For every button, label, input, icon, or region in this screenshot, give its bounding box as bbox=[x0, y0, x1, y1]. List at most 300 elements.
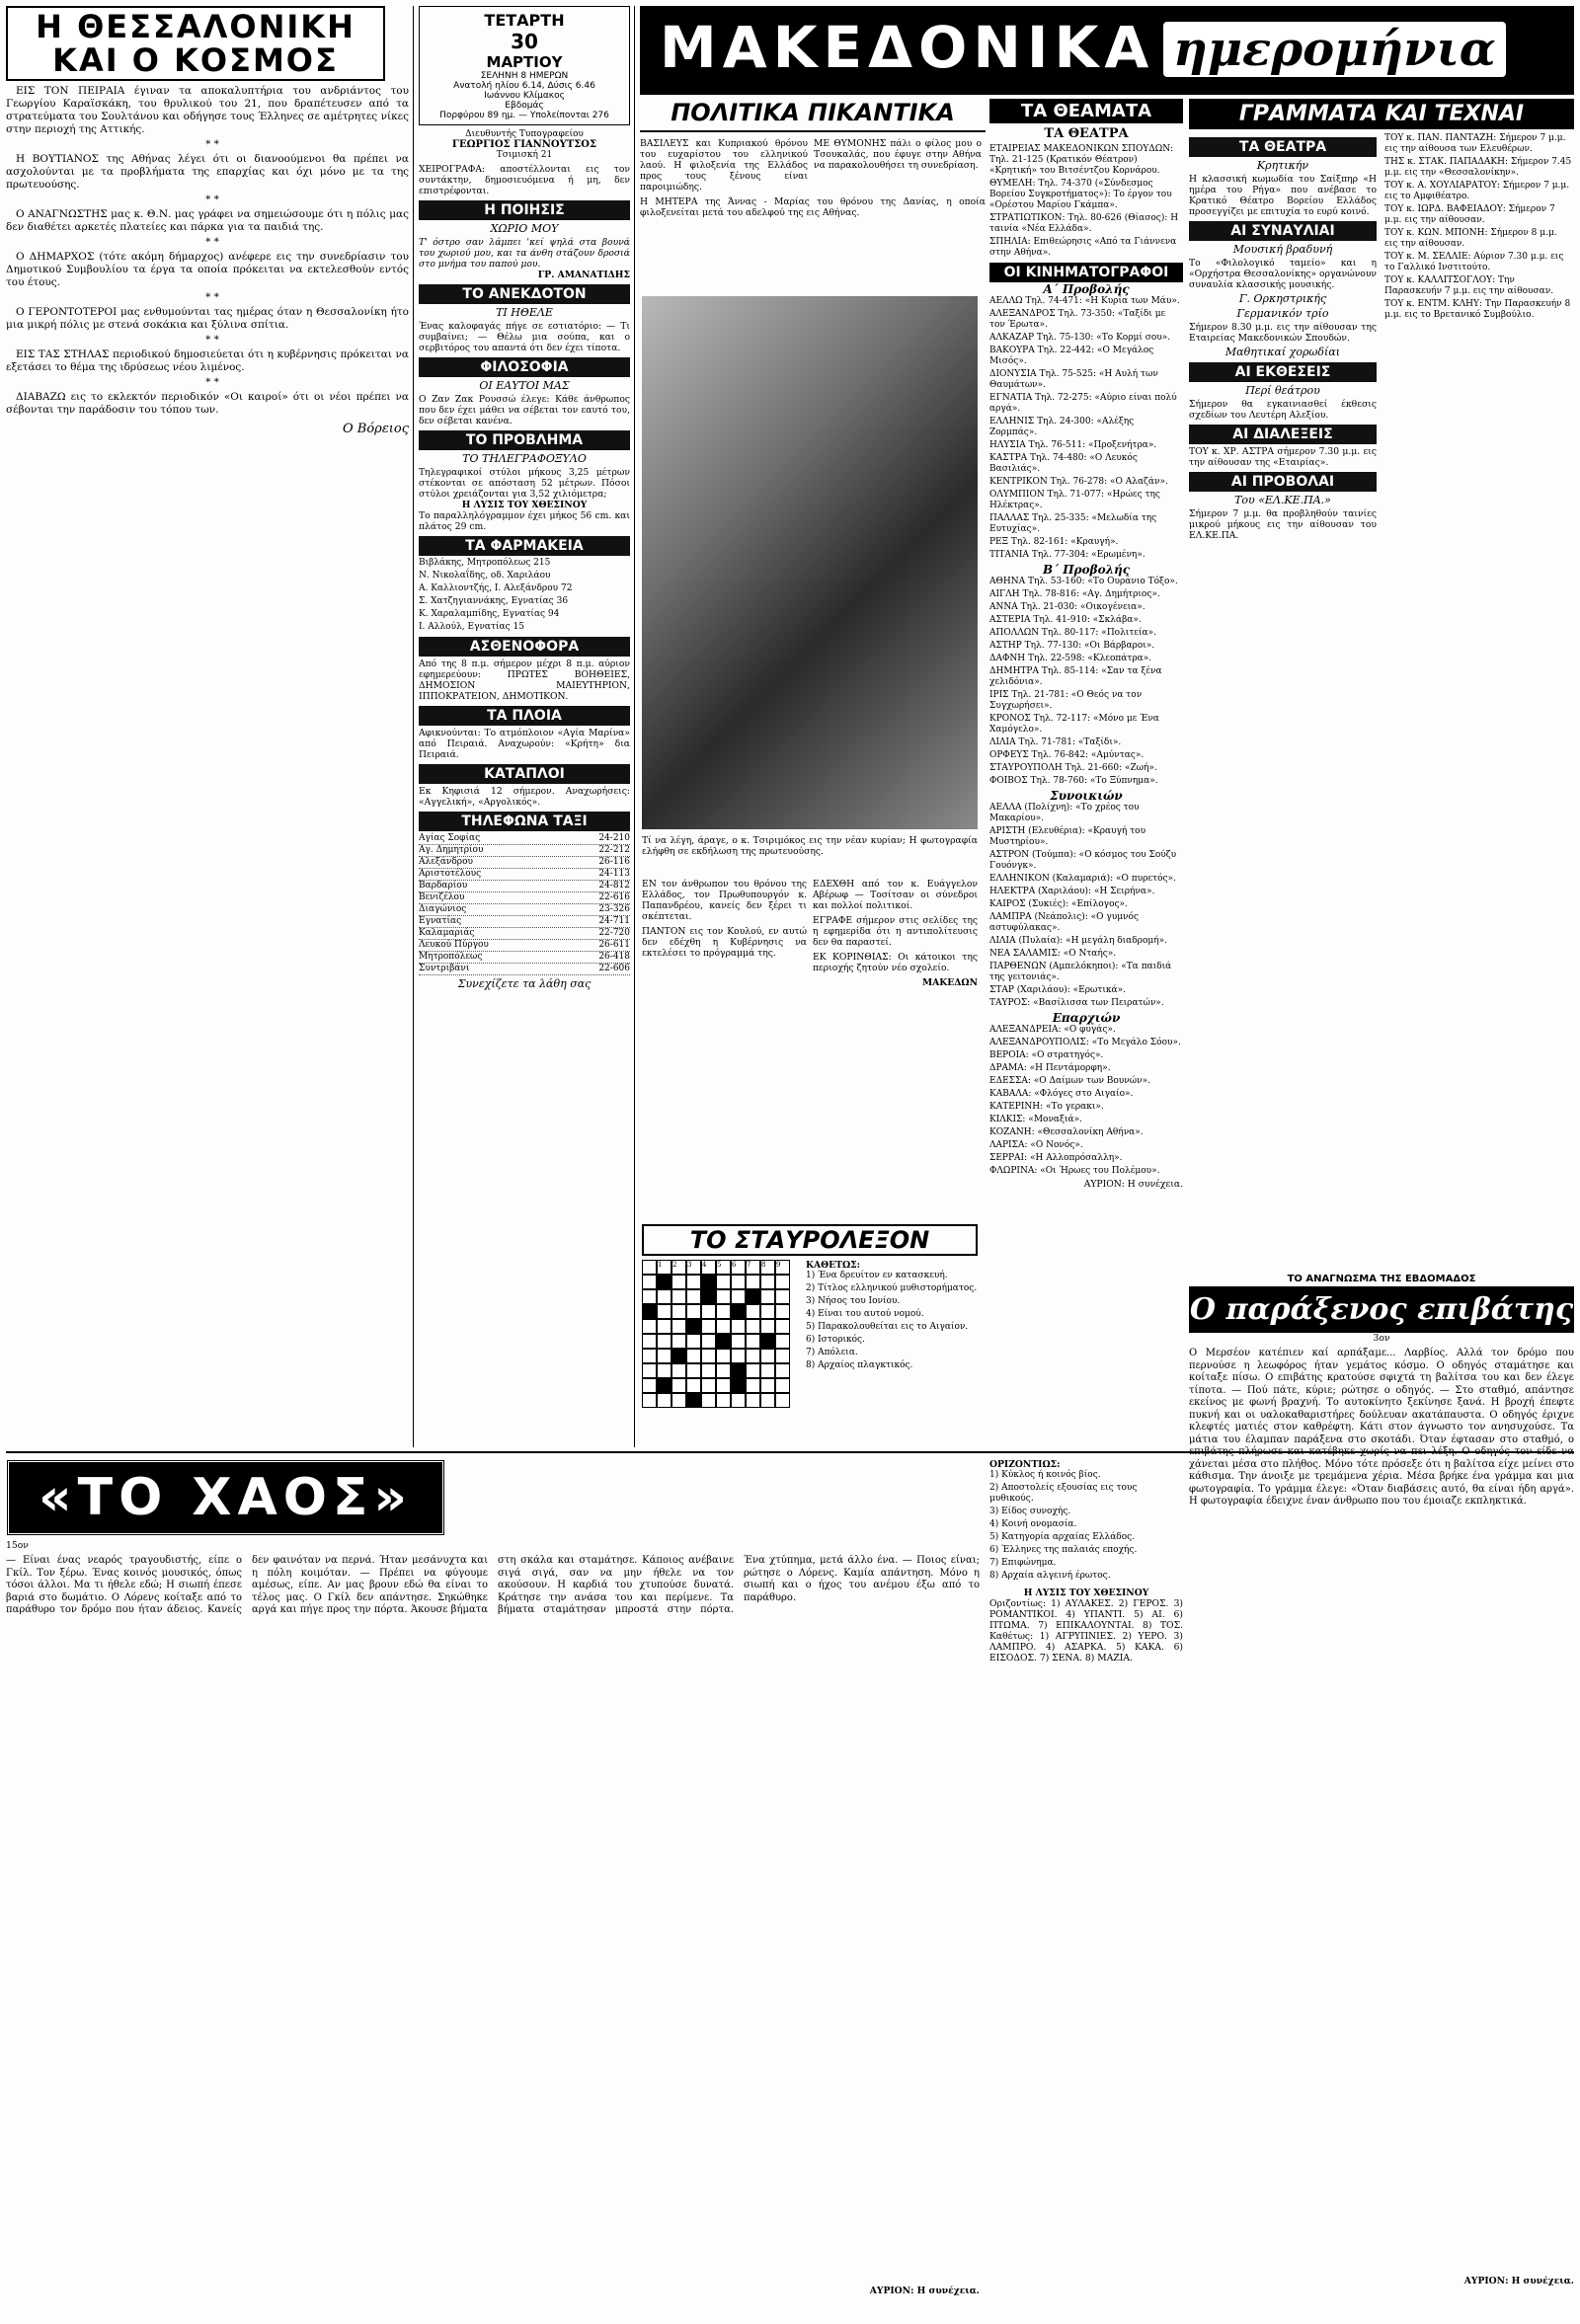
horizontal-clue: 4) Κοινή ονομασία. bbox=[989, 1519, 1077, 1529]
crossword-cell bbox=[657, 1393, 672, 1408]
crossword-cell bbox=[746, 1378, 760, 1393]
crossword-cell bbox=[642, 1349, 657, 1363]
taxi-row bbox=[419, 881, 630, 892]
serial-footer: ΑΥΡΙΟΝ: Η συνέχεια. bbox=[869, 2285, 980, 2296]
taxi-phone: 22-606 bbox=[598, 964, 630, 973]
vertical-clue: 6) Ιστορικός. bbox=[806, 1335, 865, 1345]
cinema-item: ΠΑΛΛΑΣ Τηλ. 25-335: «Μελωδία της Ευτυχίας». bbox=[989, 513, 1157, 534]
photo-caption: Τί να λέγη, άραγε, ο κ. Τσιριμόκος εις την νέαν κυρίαν; Η φωτογραφία ελήφθη σε εκδήλωση της πρωτευούσης. bbox=[642, 835, 978, 857]
projections-text: Σήμερον 7 μ.μ. θα προβληθούν ταινίες μικρού μήκους εις την αίθουσαν του ΕΛ.ΚΕ.ΠΑ. bbox=[1189, 508, 1377, 541]
crossword-cell bbox=[701, 1393, 716, 1408]
taxi-phone: 26-116 bbox=[598, 857, 630, 867]
concerts-heading: ΑΙ ΣΥΝΑΥΛΙΑΙ bbox=[1189, 221, 1377, 241]
politika-p5: ΠΑΝΤΟΝ εις τον Κουλού, εν αυτώ δεν εδέχθη η Κυβέρνησις να εκτελέσει το πρόγραμμά της. bbox=[642, 926, 807, 959]
separator: * * bbox=[205, 236, 219, 248]
cinema-item: ΑΙΓΛΗ Τηλ. 78-816: «Αγ. Δημήτριος». bbox=[989, 589, 1160, 599]
crossword-cell: 3 bbox=[686, 1260, 701, 1275]
crossword-cell bbox=[642, 1393, 657, 1408]
crossword-cell bbox=[716, 1319, 731, 1334]
crossword-black-cell bbox=[701, 1275, 716, 1289]
horizontal-clue: 5) Κατηγορία αρχαίας Ελλάδος. bbox=[989, 1532, 1136, 1542]
letters-column bbox=[1189, 99, 1574, 1264]
lectures-heading: ΑΙ ΔΙΑΛΕΞΕΙΣ bbox=[1189, 425, 1377, 444]
cinema-item: ΚΙΛΚΙΣ: «Μοναξιά». bbox=[989, 1115, 1082, 1124]
week-note: Εβδομάς bbox=[505, 101, 544, 111]
crossword-cell bbox=[657, 1349, 672, 1363]
para: ΔΙΑΒΑΖΩ εις το εκλεκτόν περιοδικόν «Οι καιροί» ότι οι νέοι πρέπει να σέβονται την παράδοσιν του τόπου των. bbox=[6, 391, 409, 416]
crossword-cell bbox=[716, 1275, 731, 1289]
vertical-clue: 1) Ένα δρευίτον εν κατασκευή. bbox=[806, 1271, 948, 1280]
crossword-black-cell bbox=[672, 1349, 686, 1363]
masthead-subtitle: ημερομήνια bbox=[1163, 22, 1506, 77]
reader-text: Ο Μερσέον κατέπιεν καί αρπάξαμε... Λαρβίος. Αλλά τον δρόμο που περνούσε η λεωφόρος ήταν γεμάτος κόσμο. Ο οδηγός σταμάτησε και κοίταξε πίσω. Ο επιβάτης κρατούσε σφιχτά τη βαλίτσα του και δεν έλεγε τίποτα. — Πού πάτε, κύριε; ρώτησε ο οδηγός. — Στο σταθμό, απάντησε εκείνος με φωνή βραχνή. Το αυτοκίνητο ξεκίνησε ξανά. Η βροχή έπεφτε πυκνή και οι υαλοκαθαριστήρες δούλευαν ακατάπαυστα. Ο οδηγός έριχνε κλεφτές ματιές στον καθρέφτη. Κάτι στον άγνωστο τον ανησυχούσε. Τα μάτια του έλαμπαν παράξενα στο σκοτάδι. Όταν έφτασαν στο σταθμό, ο επιβάτης πλήρωσε και κατέβηκε χωρίς να πει λέξη. Ο οδηγός τον είδε να χάνεται μέσα στο πλήθος. Μόνο τότε πρόσεξε ότι η βαλίτσα είχε μείνει στο κάθισμα. Την άνοιξε με τρεμάμενα χέρια. Μέσα βρήκε ένα γράμμα και μια φωτογραφία. Το γράμμα έλεγε: «Όταν διαβάσεις αυτό, θα είναι ήδη αργά». Η φωτογραφία έδειχνε έναν άνθρωπο που του έμοιαζε εκπληκτικά. bbox=[1189, 1348, 1574, 1507]
philosophy-title: ΟΙ ΕΑΥΤΟΙ ΜΑΣ bbox=[479, 379, 570, 392]
philosophy-text: Ο Ζαν Ζακ Ρουσσώ έλεγε: Κάθε άνθρωπος που δεν έχει μάθει να σέβεται τον εαυτό του, δεν σέβεται κανένα. bbox=[419, 394, 630, 426]
theatre-list bbox=[989, 144, 1183, 259]
column-rule bbox=[413, 6, 414, 1447]
crossword-grid bbox=[642, 1260, 800, 1408]
crossword-black-cell bbox=[657, 1378, 672, 1393]
taxi-phone: 22-212 bbox=[598, 845, 630, 855]
author-signature: Ο Βόρειος bbox=[343, 422, 409, 436]
cinema-item: ΑΛΕΞΑΝΔΡΕΙΑ: «Ο φυγάς». bbox=[989, 1025, 1116, 1035]
crossword-cell bbox=[746, 1275, 760, 1289]
crossword-cell bbox=[672, 1319, 686, 1334]
taxi-stand: Βαρδαρίου bbox=[419, 881, 468, 891]
crossword-black-cell bbox=[686, 1319, 701, 1334]
crossword-cell bbox=[760, 1393, 775, 1408]
poem-author: ΓΡ. ΑΜΑΝΑΤΙΔΗΣ bbox=[537, 270, 630, 280]
poem-title: ΧΩΡΙΟ ΜΟΥ bbox=[490, 222, 559, 235]
crossword-grid-wrap bbox=[642, 1260, 800, 1408]
crossword-cell bbox=[731, 1393, 746, 1408]
crossword-cell bbox=[672, 1334, 686, 1349]
cinema-item: ΚΑΒΑΛΑ: «Φλόγες στο Αιγαίο». bbox=[989, 1089, 1134, 1099]
taxi-row bbox=[419, 940, 630, 952]
crossword-cell bbox=[760, 1363, 775, 1378]
vertical-clue: 4) Είναι του αυτού νομού. bbox=[806, 1309, 924, 1319]
crossword-cell bbox=[760, 1319, 775, 1334]
pharmacy: Α. Καλλιοντζής, Ι. Αλεξάνδρου 72 bbox=[419, 583, 573, 593]
crossword-cell bbox=[760, 1289, 775, 1304]
cinema-item: ΒΑΚΟΥΡΑ Τηλ. 22-442: «Ο Μεγάλος Μισός». bbox=[989, 346, 1154, 366]
sun-times: Ανατολή ηλίου 6.14, Δύσις 6.46 bbox=[453, 81, 595, 91]
cinema-item: ΔΗΜΗΤΡΑ Τηλ. 85-114: «Σαν τα ξένα χελιδόνια». bbox=[989, 666, 1162, 687]
first-run-list bbox=[989, 296, 1183, 561]
cinema-item: ΑΣΤΗΡ Τηλ. 77-130: «Οι Βάρβαροι». bbox=[989, 641, 1155, 651]
cinema-item: ΡΕΞ Τηλ. 82-161: «Κραυγή». bbox=[989, 537, 1119, 547]
crossword-cell bbox=[701, 1349, 716, 1363]
theatre-item: ΣΠΗΛΙΑ: Επιθεώρησις «Από τα Γιάννενα στην Αθήνα». bbox=[989, 237, 1177, 258]
serial-text: — Είναι ένας νεαρός τραγουδιστής, είπε ο Γκίλ. Τον ξέρω. Ένας κοινός μουσικός, όπως τόσοι άλλοι. Μα τι ήθελε εδώ; Η σιωπή έπεσε βαριά στο δωμάτιο. Ο Λόρενς κοίταξε από το παράθυρο τον δρόμο που ήταν άδειος. Κανείς δεν φαινόταν να περνά. Ήταν μεσάνυχτα και η πόλη κοιμόταν. — Πρέπει να φύγουμε αμέσως, είπε. Αν μας βρουν εδώ θα είναι το τέλος μας. Ο Γκίλ δεν απάντησε. Σηκώθηκε αργά και πήγε προς την πόρτα. Άκουσε βήματα στη σκάλα και σταμάτησε. Κάποιος ανέβαινε σιγά σιγά, σαν να μην ήθελε να τον ακούσουν. Η καρδιά του χτυπούσε δυνατά. Κράτησε την ανάσα του και περίμενε. Τα βήματα σταμάτησαν μπροστά στην πόρτα. Ένα χτύπημα, μετά άλλο ένα. — Ποιος είναι; ρώτησε ο Λόρενς. Καμία απάντηση. Μόνο η σιωπή και ο ήχος του ανέμου έξω από το παράθυρο. bbox=[6, 1555, 980, 1615]
vertical-heading: ΚΑΘΕΤΩΣ: bbox=[806, 1260, 861, 1271]
separator: * * bbox=[205, 334, 219, 346]
cinema-item: ΤΑΥΡΟΣ: «Βασίλισσα των Πειρατών». bbox=[989, 998, 1164, 1008]
crossword-cell: 5 bbox=[716, 1260, 731, 1275]
taxi-phone: 24-210 bbox=[598, 833, 630, 843]
crossword-black-cell bbox=[731, 1378, 746, 1393]
event-item: ΤΟΥ κ. ΠΑΝ. ΠΑΝΤΑΖΗ: Σήμερον 7 μ.μ. εις την αίθουσα των Ελευθέρων. bbox=[1384, 133, 1566, 154]
crossword-cell: 9 bbox=[775, 1260, 790, 1275]
title-box bbox=[6, 6, 385, 81]
crossword-cell bbox=[686, 1334, 701, 1349]
cinema-item: ΕΔΕΣΣΑ: «Ο Δαίμων των Βουνών». bbox=[989, 1076, 1150, 1086]
cinema-item: ΑΣΤΕΡΙΑ Τηλ. 41-910: «Σκλάβα». bbox=[989, 615, 1142, 625]
taxi-row bbox=[419, 892, 630, 904]
crossword-clues bbox=[806, 1260, 978, 1408]
letters-theatre-heading: ΤΑ ΘΕΑΤΡΑ bbox=[1189, 137, 1377, 157]
pharmacies-heading: ΤΑ ΦΑΡΜΑΚΕΙΑ bbox=[419, 536, 630, 556]
crossword-cell bbox=[642, 1334, 657, 1349]
taxi-list bbox=[419, 833, 630, 975]
horizontal-heading: ΟΡΙΖΟΝΤΙΩΣ: bbox=[989, 1459, 1061, 1470]
crossword-cell bbox=[672, 1363, 686, 1378]
horizontal-clues bbox=[989, 1470, 1183, 1582]
para: Η ΒΟΥΤΙΑΝΟΣ της Αθήνας λέγει ότι οι διανοούμενοι θα πρέπει να ασχολούνται με τα προβλήματα της επαρχίας και όχι μόνο με τα της πρωτευούσης. bbox=[6, 153, 409, 191]
exhibitions-heading: ΑΙ ΕΚΘΕΣΕΙΣ bbox=[1189, 362, 1377, 382]
crossword-cell bbox=[716, 1363, 731, 1378]
crossword-cell bbox=[657, 1334, 672, 1349]
cinema-item: ΔΑΦΝΗ Τηλ. 22-598: «Κλεοπάτρα». bbox=[989, 654, 1152, 663]
crossword-cell bbox=[731, 1349, 746, 1363]
vertical-clues bbox=[806, 1271, 978, 1371]
theatre-item: ΘΥΜΕΛΗ: Τηλ. 74-370 («Σύνδεσμος Βορείου Συγκροτήματος»): Το έργον του «Ορέστου Μαρίου Γκάμπα». bbox=[989, 179, 1172, 210]
crossword-cell bbox=[760, 1275, 775, 1289]
moon: ΣΕΛΗΝΗ 8 ΗΜΕΡΩΝ bbox=[480, 71, 569, 81]
para: ΕΙΣ ΤΑΣ ΣΤΗΛΑΣ περιοδικού δημοσιεύεται ότι η κυβέρνησις πρόκειται να εξετάσει το θέμα της ιδρύσεως νέου λιμένος. bbox=[6, 349, 409, 373]
ships-text: Αφικνούνται: Το ατμόπλοιον «Αγία Μαρίνα» από Πειραιά. Αναχωρούν: «Κρήτη» δια Πειραιά. bbox=[419, 728, 630, 760]
letters-body bbox=[1189, 133, 1574, 541]
pharmacy: Σ. Χατζηγιαννάκης, Εγνατίας 36 bbox=[419, 596, 569, 606]
crossword-cell bbox=[731, 1319, 746, 1334]
projections-heading: ΑΙ ΠΡΟΒΟΛΑΙ bbox=[1189, 472, 1377, 492]
crossword-cell bbox=[775, 1334, 790, 1349]
krit-heading: Κρητικήν bbox=[1256, 159, 1309, 172]
anecdote-heading: ΤΟ ΑΝΕΚΔΟΤΟΝ bbox=[419, 284, 630, 304]
crossword-black-cell bbox=[760, 1334, 775, 1349]
concert-text: Το «Φιλολογικό ταμείο» και η «Ορχήστρα Θεσσαλονίκης» οργανώνουν συναυλία κλασσικής μουσικής. bbox=[1189, 258, 1378, 290]
taxi-stand: Λευκού Πύργου bbox=[419, 940, 489, 950]
reader-title: Ο παράξενος επιβάτης bbox=[1189, 1286, 1574, 1333]
arrivals-text: Εκ Κηφισιά 12 σήμερον. Αναχωρήσεις: «Αγγελική», «Αργολικός». bbox=[419, 786, 630, 808]
provinces-heading: Επαρχιών bbox=[1052, 1011, 1121, 1025]
para: Ο ΑΝΑΓΝΩΣΤΗΣ μας κ. Θ.Ν. μας γράφει να σημειώσουμε ότι η πόλις μας δεν διαθέτει αρκετές πλατείες και πάρκα για τα παιδιά της. bbox=[6, 208, 409, 233]
event-item: ΤΟΥ κ. ΕΝΤΜ. ΚΛΗΥ: Την Παρασκευήν 8 μ.μ. εις το Βρετανικό Συμβούλιο. bbox=[1384, 299, 1571, 320]
taxi-phone: 24-711 bbox=[598, 916, 630, 926]
taxi-phone: 26-611 bbox=[598, 940, 630, 950]
weekday: ΤΕΤΑΡΤΗ bbox=[484, 11, 565, 30]
crossword-cell bbox=[716, 1349, 731, 1363]
cinema-item: ΒΕΡΟΙΑ: «Ο στρατηγός». bbox=[989, 1050, 1104, 1060]
serial-number: 15ον bbox=[6, 1540, 29, 1551]
cinema-heading: ΟΙ ΚΙΝΗΜΑΤΟΓΡΑΦΟΙ bbox=[989, 263, 1183, 282]
crossword-cell bbox=[775, 1393, 790, 1408]
reader-number: 3ον bbox=[1373, 1333, 1390, 1344]
cinema-item: ΛΙΛΙΑ Τηλ. 71-781: «Ταξίδι». bbox=[989, 737, 1122, 747]
politika-heading: ΠΟΛΙΤΙΚΑ ΠΙΚΑΝΤΙΚΑ bbox=[640, 99, 986, 132]
crossword-black-cell bbox=[731, 1363, 746, 1378]
crossword-cell bbox=[642, 1275, 657, 1289]
taxi-stand: Μητροπόλεως bbox=[419, 952, 483, 962]
taxi-row bbox=[419, 952, 630, 964]
crossword-cell bbox=[642, 1289, 657, 1304]
politika-p3: ΜΕ ΘΥΜΟΝΗΣ πάλι ο φίλος μου ο Τσουκαλάς, που έφυγε στην Αθήνα να παρακολουθήσει τη συνεδρίαση. bbox=[814, 138, 982, 171]
crossword-cell bbox=[746, 1363, 760, 1378]
crossword-cell bbox=[701, 1334, 716, 1349]
taxi-row bbox=[419, 928, 630, 940]
solution-heading: Η ΛΥΣΙΣ ΤΟΥ ΧΘΕΣΙΝΟΥ bbox=[1023, 1588, 1149, 1598]
letters-title: ΓΡΑΜΜΑΤΑ ΚΑΙ ΤΕΧΝΑΙ bbox=[1189, 99, 1574, 129]
cinema-item: ΚΟΖΑΝΗ: «Θεσσαλονίκη Αθήνα». bbox=[989, 1127, 1144, 1137]
cinema-item: ΑΛΚΑΖΑΡ Τηλ. 75-130: «Το Κορμί σου». bbox=[989, 333, 1171, 343]
editor-name: ΓΕΩΡΓΙΟΣ ΓΙΑΝΝΟΥΤΣΟΣ bbox=[451, 139, 597, 150]
cinema-item: ΑΡΙΣΤΗ (Ελευθέρια): «Κραυγή του Μυστηρίου». bbox=[989, 826, 1146, 847]
german-trio-text: Σήμερον 8.30 μ.μ. εις την αίθουσαν της Εταιρείας Μακεδονικών Σπουδών. bbox=[1189, 322, 1377, 344]
exhibition-text: Σήμερον θα εγκαινιασθεί έκθεσις σχεδίων του Λευτέρη Αλεξίου. bbox=[1189, 399, 1377, 421]
crossword-cell bbox=[746, 1304, 760, 1319]
crossword-cell: 1 bbox=[657, 1260, 672, 1275]
problem-heading: ΤΟ ΠΡΟΒΛΗΜΑ bbox=[419, 430, 630, 450]
para: Ο ΓΕΡΟΝΤΟΤΕΡΟΙ μας ενθυμούνται τας ημέρας όταν η Θεσσαλονίκη ήτο μια μικρή πόλις με στενά σοκάκια και ξύλινα σπίτια. bbox=[6, 306, 409, 331]
politika-bottom-row bbox=[642, 879, 978, 988]
politika-p2: Η ΜΗΤΕΡΑ της Άννας - Μαρίας του θρόνου της Δανίας, η οποία φιλοξενείται μετά του αδελφού της εις Αθήνας. bbox=[640, 196, 986, 218]
crossword-cell bbox=[716, 1304, 731, 1319]
cinema-item: ΑΛΕΞΑΝΔΡΟΣ Τηλ. 73-350: «Ταξίδι με τον Έρωτα». bbox=[989, 309, 1166, 330]
crossword-cell bbox=[746, 1349, 760, 1363]
politika-top bbox=[640, 138, 986, 193]
separator: * * bbox=[205, 291, 219, 303]
title-line1: Η ΘΕΣΣΑΛΟΝΙΚΗ bbox=[36, 8, 356, 45]
crossword-cell bbox=[716, 1289, 731, 1304]
crossword-black-cell bbox=[642, 1304, 657, 1319]
cinema-item: ΚΕΝΤΡΙΚΟΝ Τηλ. 76-278: «Ο Αλαζάν». bbox=[989, 477, 1168, 487]
pharmacy: Ι. Αλλούλ, Εγνατίας 15 bbox=[419, 622, 524, 632]
provinces-footer: ΑΥΡΙΟΝ: Η συνέχεια. bbox=[1083, 1179, 1183, 1190]
column-rule bbox=[634, 6, 635, 1447]
cinema-item: ΟΡΦΕΥΣ Τηλ. 76-842: «Αμύντας». bbox=[989, 750, 1145, 760]
crossword-cell bbox=[716, 1393, 731, 1408]
cinema-item: ΕΛΛΗΝΙΚΟΝ (Καλαμαριά): «Ο πυρετός». bbox=[989, 874, 1176, 884]
solution-text: Οριζοντίως: 1) ΑΥΛΑΚΕΣ. 2) ΓΕΡΟΣ. 3) ΡΟΜΑΝΤΙΚΟΙ. 4) ΥΠΑΝΤΙ. 5) ΑΙ. 6) ΠΤΩΜΑ. 7) ΕΠΙΚΑΛΟΥΝΤΑΙ. 8) ΤΟΣ. Καθέτως: 1) ΑΓΡΥΠΝΙΕΣ. 2) ΥΕΡΟ. 3) ΛΑΜΠΡΟ. 4) ΑΣΑΡΚΑ. 5) ΚΑΚΑ. 6) ΕΙΣΟΔΟΣ. 7) ΣΕΝΑ. 8) ΜΑΖΙΑ. bbox=[989, 1598, 1183, 1664]
krit-text: Η κλασσική κωμωδία του Σαίξπηρ «Η ημέρα του Ρήγα» που ανέβασε το Κρατικό Θέατρο Βορείου Ελλάδος προσεγγίζει με επιτυχία το ευρύ κοινό. bbox=[1189, 174, 1377, 217]
para: ΕΙΣ ΤΟΝ ΠΕΙΡΑΙΑ έγιναν τα αποκαλυπτήρια του ανδριάντος του Γεωργίου Καραϊσκάκη, του θρυλικού του 21, που δραπέτευσεν από τα στρατεύματα του Σουλτάνου και οδήγησε τους Έλληνες σε αμέτρητες νίκες στην περιοχή της Αττικής. bbox=[6, 85, 409, 135]
manuscript-note: ΧΕΙΡΟΓΡΑΦΑ: αποστέλλονται εις τον συντάκτην, δημοσιευόμενα ή μη, δεν επιστρέφονται. bbox=[419, 164, 630, 196]
projections-subheading: Του «ΕΛ.ΚΕ.ΠΑ.» bbox=[1234, 494, 1331, 506]
month: ΜΑΡΤΙΟΥ bbox=[486, 53, 563, 71]
vertical-clue: 3) Νήσος του Ιονίου. bbox=[806, 1296, 901, 1306]
cinema-item: ΦΛΩΡΙΝΑ: «Οι Ήρωες του Πολέμου». bbox=[989, 1166, 1160, 1176]
ships-heading: ΤΑ ΠΛΟΙΑ bbox=[419, 706, 630, 726]
taxi-stand: Διαγώνιος bbox=[419, 904, 467, 914]
taxi-stand: Αλεξάνδρου bbox=[419, 857, 473, 867]
day-number: 30 bbox=[511, 30, 538, 53]
crossword-cell bbox=[686, 1304, 701, 1319]
cinema-item: ΑΠΟΛΛΩΝ Τηλ. 80-117: «Πολιτεία». bbox=[989, 628, 1156, 638]
crossword-body bbox=[642, 1260, 978, 1408]
crossword-cell bbox=[775, 1363, 790, 1378]
horizontal-clue: 7) Επιφώνημα. bbox=[989, 1558, 1057, 1568]
crossword-cell bbox=[775, 1349, 790, 1363]
crossword-cell bbox=[701, 1363, 716, 1378]
event-item: ΤΟΥ κ. Α. ΧΟΥΛΙΑΡΑΤΟΥ: Σήμερον 7 μ.μ. εις το Αμφιθέατρο. bbox=[1384, 181, 1570, 201]
taxi-phone: 22-720 bbox=[598, 928, 630, 938]
taxi-phone: 24-113 bbox=[598, 869, 630, 879]
cinema-item: ΗΛΥΣΙΑ Τηλ. 76-511: «Προξενήτρα». bbox=[989, 440, 1157, 450]
crossword-cell bbox=[672, 1289, 686, 1304]
politika-p1: ΒΑΣΙΛΕΥΣ και Κυπριακού θρόνου του ευχαρίστου του ελληνικού λαού. Η φιλοξενία της Ελλάδος προς τους ξένους είναι παροιμιώδης. bbox=[640, 138, 808, 193]
pharmacy: Κ. Χαραλαμπίδης, Εγνατίας 94 bbox=[419, 609, 560, 619]
politika-signature: ΜΑΚΕΔΩΝ bbox=[922, 977, 978, 988]
crossword-cell bbox=[657, 1289, 672, 1304]
politika-p6: ΕΔΕΧΘΗ από τον κ. Ευάγγελον Αβέρωφ — Τοσίτσαν οι σύνεδροι και πολλοί πολιτικοί. bbox=[813, 879, 978, 911]
vertical-clue: 5) Παρακολουθείται εις το Αιγαίον. bbox=[806, 1322, 969, 1332]
taxi-stand: Καλαμαριάς bbox=[419, 928, 475, 938]
taxi-stand: Αγ. Δημητρίου bbox=[419, 845, 484, 855]
days-count: Πορφύρου 89 ημ. — Υπολείπονται 276 bbox=[439, 111, 609, 120]
crossword-cell bbox=[672, 1275, 686, 1289]
crossword-cell: 2 bbox=[672, 1260, 686, 1275]
cinema-item: ΛΑΜΠΡΑ (Νεάπολις): «Ο γυμνός αστυφύλακας». bbox=[989, 912, 1139, 933]
politika-bottom-right bbox=[813, 879, 978, 988]
crossword-cell bbox=[657, 1363, 672, 1378]
crossword-black-cell bbox=[731, 1304, 746, 1319]
cinema-item: ΣΤΑΡ (Χαριλάου): «Ερωτικά». bbox=[989, 985, 1126, 995]
crossword-cell: 6 bbox=[731, 1260, 746, 1275]
crossword-cell bbox=[686, 1363, 701, 1378]
taxi-stand: Αριστοτέλους bbox=[419, 869, 482, 879]
theamata-heading: ΤΑ ΘΕΑΜΑΤΑ bbox=[989, 99, 1183, 123]
separator: * * bbox=[205, 138, 219, 150]
crossword-cell bbox=[657, 1304, 672, 1319]
politika-p8: ΕΚ ΚΟΡΙΝΘΙΑΣ: Οι κάτοικοι της περιοχής ζητούν νέο σχολείο. bbox=[813, 952, 978, 973]
title-line2: ΚΑΙ Ο ΚΟΣΜΟΣ bbox=[52, 41, 339, 79]
editor-label: Διευθυντής Τυπογραφείου bbox=[465, 129, 584, 139]
problem-solution-head: Η ΛΥΣΙΣ ΤΟΥ ΧΘΕΣΙΝΟΥ bbox=[461, 500, 588, 510]
problem-text: Τηλεγραφικοί στύλοι μήκους 3,25 μέτρων στέκονται σε απόσταση 52 μέτρων. Πόσοι στύλοι χρειάζονται για 3,52 χιλιόμετρα; bbox=[419, 467, 630, 500]
crossword-cell bbox=[760, 1304, 775, 1319]
cinema-item: ΗΛΕΚΤΡΑ (Χαριλάου): «Η Σειρήνα». bbox=[989, 887, 1155, 896]
arrivals-heading: ΚΑΤΑΠΛΟΙ bbox=[419, 764, 630, 784]
crossword-clues-bottom bbox=[989, 1459, 1183, 2308]
theamata-column bbox=[989, 99, 1183, 1441]
crossword-cell bbox=[775, 1304, 790, 1319]
cinema-item: ΚΑΙΡΟΣ (Συκιές): «Επίλογος». bbox=[989, 899, 1128, 909]
taxi-row bbox=[419, 845, 630, 857]
suburbs-heading: Συνοικιών bbox=[1050, 789, 1123, 803]
letters-right bbox=[1384, 133, 1572, 541]
crossword-black-cell bbox=[657, 1275, 672, 1289]
left-column bbox=[6, 6, 409, 1447]
crossword-cell bbox=[642, 1260, 657, 1275]
poem-text: Τ' όστρο σαν λάμπει 'κεί ψηλά στα βουνά του χωριού μου, και τα άνθη στάζουν δροσιά στο μνήμα του παπού μου. bbox=[419, 237, 630, 270]
mid-column bbox=[419, 6, 630, 1447]
taxi-row bbox=[419, 904, 630, 916]
event-item: ΤΟΥ κ. ΚΑΛΛΙΤΣΟΓΛΟΥ: Την Παρασκευήν 7 μ.μ. εις την αίθουσαν. bbox=[1384, 275, 1554, 296]
first-run-heading: Α΄ Προβολής bbox=[1043, 282, 1130, 296]
crossword-black-cell bbox=[701, 1289, 716, 1304]
cinema-item: ΝΕΑ ΣΑΛΑΜΙΣ: «Ο Νταής». bbox=[989, 949, 1117, 959]
crossword-cell bbox=[657, 1319, 672, 1334]
crossword-cell bbox=[775, 1378, 790, 1393]
cinema-item: ΑΕΛΛΑ (Πολίχνη): «Το χρέος του Μακαρίου». bbox=[989, 803, 1140, 823]
crossword-cell bbox=[686, 1378, 701, 1393]
crossword-title: ΤΟ ΣΤΑΥΡΟΛΕΞΟΝ bbox=[642, 1224, 978, 1256]
crossword-cell bbox=[775, 1319, 790, 1334]
separator: * * bbox=[205, 376, 219, 388]
left-article bbox=[6, 85, 409, 1447]
editor-address: Τσιμισκή 21 bbox=[496, 150, 553, 160]
crossword-black-cell bbox=[686, 1393, 701, 1408]
cinema-item: ΑΘΗΝΑ Τηλ. 53-160: «Το Ουράνιο Τόξο». bbox=[989, 577, 1178, 586]
taxi-row bbox=[419, 964, 630, 975]
cinema-item: ΑΛΕΞΑΝΔΡΟΥΠΟΛΙΣ: «Το Μεγάλο Σόου». bbox=[989, 1038, 1181, 1047]
politika-bottom-left bbox=[642, 879, 807, 988]
poem-heading: Η ΠΟΙΗΣΙΣ bbox=[419, 200, 630, 220]
ambulance-heading: ΑΣΘΕΝΟΦΟΡΑ bbox=[419, 637, 630, 657]
para: Ο ΔΗΜΑΡΧΟΣ (τότε ακόμη δήμαρχος) ανέφερε εις την συνεδρίασιν του Δημοτικού Συμβουλίου τα έργα τα οποία πρόκειται να εκτελεσθούν εντός του έτους. bbox=[6, 251, 409, 288]
taxi-row bbox=[419, 916, 630, 928]
crossword bbox=[642, 1224, 978, 1441]
orchestra-heading: Γ. Ορκηστρικής bbox=[1238, 292, 1327, 305]
crossword-cell bbox=[642, 1363, 657, 1378]
cinema-item: ΑΝΝΑ Τηλ. 21-030: «Οικογένεια». bbox=[989, 602, 1146, 612]
taxi-row bbox=[419, 869, 630, 881]
event-item: ΤΟΥ κ. Μ. ΣΕΛΛΙΕ: Αύριον 7.30 μ.μ. εις το Γαλλικό Ινστιτούτο. bbox=[1384, 252, 1564, 272]
politika-bottom bbox=[642, 879, 978, 1214]
masthead-title: ΜΑΚΕΔΟΝΙΚΑ bbox=[660, 14, 1155, 81]
taxi-phone: 26-418 bbox=[598, 952, 630, 962]
crossword-cell bbox=[672, 1304, 686, 1319]
crossword-cell bbox=[731, 1289, 746, 1304]
ambulance-text: Από της 8 π.μ. σήμερον μέχρι 8 π.μ. αύριον εφημερεύουν: ΠΡΩΤΕΣ ΒΟΗΘΕΙΕΣ, ΔΗΜΟΣΙΟΝ ΜΑΙΕΥΤΗΡΙΟΝ, ΙΠΠΟΚΡΑΤΕΙΟΝ, ΔΗΜΟΤΙΚΟΝ. bbox=[419, 658, 630, 702]
crossword-cell bbox=[731, 1334, 746, 1349]
taxi-phone: 22-616 bbox=[598, 892, 630, 902]
cinema-item: ΛΑΡΙΣΑ: «Ο Νονός». bbox=[989, 1140, 1083, 1150]
exhibition-subheading: Περί θεάτρου bbox=[1245, 384, 1320, 397]
cinema-item: ΚΡΟΝΟΣ Τηλ. 72-117: «Μόνο με Ένα Χαμόγελο». bbox=[989, 714, 1159, 735]
vertical-clue: 7) Απόλεια. bbox=[806, 1348, 858, 1357]
separator: * * bbox=[205, 194, 219, 205]
taxi-row bbox=[419, 857, 630, 869]
cinema-item: ΤΙΤΑΝΙΑ Τηλ. 77-304: «Ερωμένη». bbox=[989, 550, 1146, 560]
reader-section bbox=[1189, 1274, 1574, 2318]
event-item: ΤΟΥ κ. ΙΩΡΔ. ΒΑΦΕΙΑΔΟΥ: Σήμερον 7 μ.μ. εις την αίθουσαν. bbox=[1384, 204, 1555, 225]
taxi-phone: 23-326 bbox=[598, 904, 630, 914]
crossword-cell bbox=[746, 1319, 760, 1334]
cinema-item: ΚΑΣΤΡΑ Τηλ. 74-480: «Ο Λευκός Βασιλιάς». bbox=[989, 453, 1138, 474]
horizontal-clue: 1) Κύκλος ή κοινός βίος. bbox=[989, 1470, 1101, 1480]
cinema-item: ΣΕΡΡΑΙ: «Η Αλλοπρόσαλλη». bbox=[989, 1153, 1123, 1163]
problem-title: ΤΟ ΤΗΛΕΓΡΑΦΟΞΥΛΟ bbox=[462, 452, 587, 465]
pharmacies-list bbox=[419, 558, 630, 633]
theatre-heading: ΤΑ ΘΕΑΤΡΑ bbox=[1044, 126, 1129, 141]
taxi-row bbox=[419, 833, 630, 845]
provinces-list bbox=[989, 1025, 1183, 1177]
crossword-cell bbox=[716, 1378, 731, 1393]
politika-p7: ΕΓΡΑΦΕ σήμερον στις σελίδες της η εφημερίδα ότι η αντιπολίτευσις δεν θα παραστεί. bbox=[813, 915, 978, 948]
crossword-cell bbox=[746, 1393, 760, 1408]
crossword-cell: 7 bbox=[746, 1260, 760, 1275]
pharmacy: Ν. Νικολαΐδης, οδ. Χαριλάου bbox=[419, 571, 551, 581]
crossword-cell bbox=[701, 1378, 716, 1393]
letters-left bbox=[1189, 133, 1377, 541]
cinema-item: ΠΑΡΘΕΝΩΝ (Αμπελόκηποι): «Τα παιδιά της γειτονιάς». bbox=[989, 962, 1172, 982]
theatre-item: ΣΤΡΑΤΙΩΤΙΚΟΝ: Τηλ. 80-626 (Θίασος): Η ταινία «Νέα Ελλάδα». bbox=[989, 213, 1179, 234]
cinema-item: ΕΓΝΑΤΙΑ Τηλ. 72-275: «Αύριο είναι πολύ αργά». bbox=[989, 393, 1177, 414]
anecdote-text: Ένας καλοφαγάς πήγε σε εστιατόριο: — Τι συμβαίνει; — Θέλω μια σούπα, και ο σερβιτόρος του απαντά ότι δεν έχει τίποτα. bbox=[419, 321, 630, 353]
crossword-cell bbox=[701, 1319, 716, 1334]
date-box bbox=[419, 6, 630, 125]
